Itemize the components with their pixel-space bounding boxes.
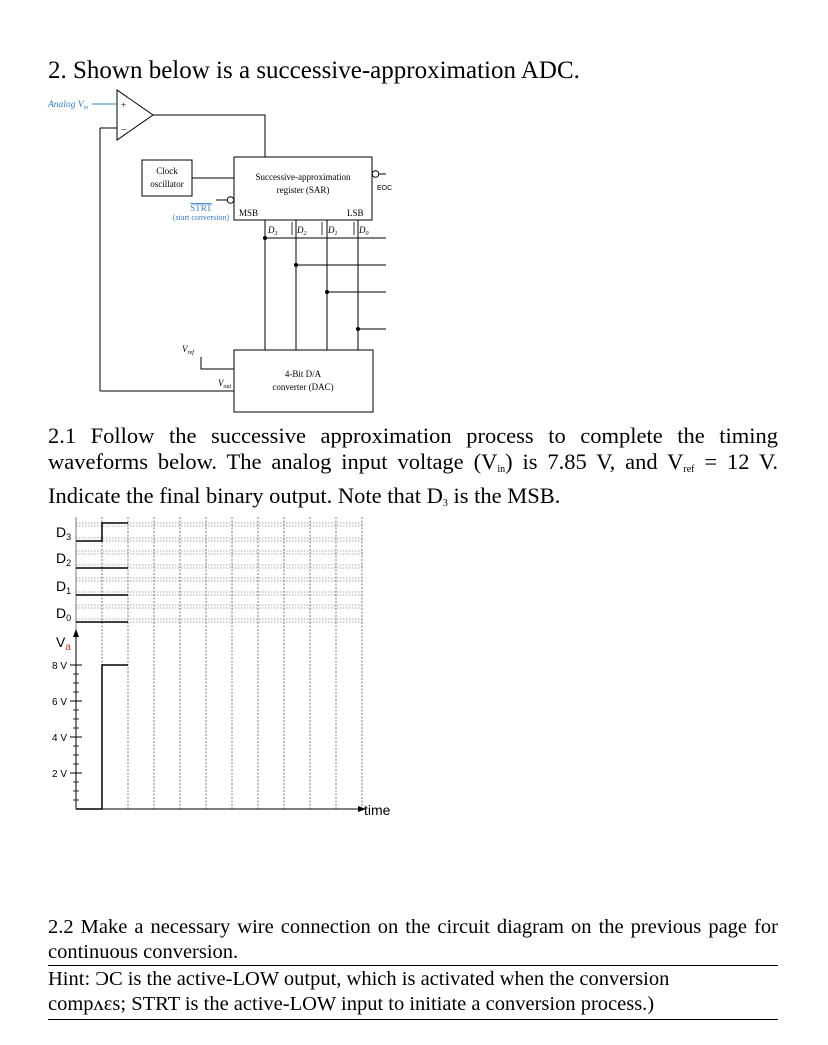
sar-d3-label: $D_3$ [268,225,278,237]
junction-d3 [263,236,267,240]
wave-va [76,665,128,809]
vref-wire [201,357,234,369]
sar-label-line2: register (SAR) [276,185,330,195]
hint-top-rule [48,965,778,966]
start-conversion-label: (start conversion) [172,213,230,222]
comparator-plus: + [121,100,127,110]
q21-d3-sub: 3 [442,498,448,509]
question-2-1-text [48,423,778,517]
question-2-title: 2. Shown below is a successive-approximation ADC. [48,57,580,84]
eoc-label: EOC [377,185,393,192]
comparator-minus: − [121,125,127,136]
voltage-axis [52,629,366,812]
q21-part3: = 12 V. Indicate the final binary output. Note that D [48,449,778,508]
voltage-tick-label-8: 8 V [52,661,68,672]
sar-d0-label: $D_0$ [359,225,369,237]
time-axis-label: time [364,802,391,818]
timing-grid [76,517,362,809]
sar-d1-label: $D_1$ [328,225,338,237]
wave-d3 [76,523,128,541]
hint-line-2: comp⁠ʌɛs; STRT is the active-LOW input to initiate a conversion process.) [48,993,655,1015]
hint-text [48,967,778,1017]
lsb-label: LSB [347,208,364,218]
voltage-tick-label-4: 4 V [52,733,68,744]
q21-vref-sub: ref [683,464,695,475]
msb-label: MSB [239,208,259,218]
timing-label-d3: $D_3$ [56,524,72,542]
junction-d2 [294,263,298,267]
strt-bubble [227,197,234,204]
timing-label-va: $V_a$ [56,634,71,653]
timing-label-d1: $D_1$ [56,578,72,596]
strt-label: STRT [190,203,212,213]
analog-vin-label: Analog $V_{in}$ [48,100,89,111]
adc-circuit-diagram [0,0,828,420]
question-2-2-text: 2.2 Make a necessary wire connection on the circuit diagram on the previous page for continuous conversion. [48,916,778,963]
dac-label-line1: 4-Bit D/A [284,369,322,379]
comparator-output-wire [153,115,265,157]
oscillator-label: oscillator [150,179,184,189]
hint-bottom-rule [48,1019,778,1020]
voltage-tick-label-6: 6 V [52,697,68,708]
vref-label: $V_{ref}$ [182,344,194,356]
vout-label: $V_{out}$ [218,378,232,390]
voltage-tick-label-2: 2 V [52,769,68,780]
eoc-bubble [372,171,379,178]
dac-label-line2: converter (DAC) [272,382,334,392]
va-axis-arrow [73,629,79,637]
q21-vin-sub: in [497,464,506,475]
junction-d1 [325,290,329,294]
timing-label-d2: $D_2$ [56,550,72,568]
timing-row-labels [56,524,71,653]
sar-d2-label: $D_2$ [297,225,307,237]
timing-label-d0: $D_0$ [56,605,72,623]
q21-part1: 2.1 Follow the successive approximation process to complete the timing waveforms below. The analog input voltage (V [48,423,778,474]
clock-label: Clock [156,166,178,176]
q21-part2: ) is 7.85 V, and V [505,449,684,474]
junction-d0 [356,327,360,331]
dac-block [234,350,373,412]
q21-part4: is the MSB. [447,483,561,508]
sar-label-line1: Successive-approximation [255,172,351,182]
hint-line-1: Hint: ƆC is the active-LOW output, which is activated when the conversion [48,968,670,990]
initial-waveforms [76,523,128,809]
timing-waveform-diagram [0,505,828,835]
